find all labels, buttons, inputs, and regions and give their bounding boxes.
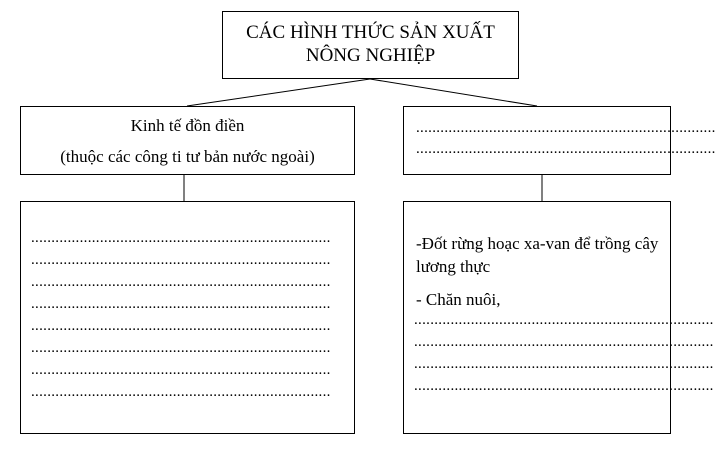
right-category-box bbox=[403, 106, 716, 175]
left-category-box bbox=[20, 106, 355, 175]
left-category-subheading: (thuộc các công ti tư bản nước ngoài) bbox=[60, 147, 315, 166]
connector-title-to-right bbox=[370, 79, 537, 106]
left-blank-line-4[interactable]: .......................................................................... bbox=[31, 296, 331, 312]
right-item-livestock: - Chăn nuôi, bbox=[416, 290, 501, 309]
right-item-burn-forest: -Đốt rừng hoạc xa-van để trồng cây lương thực bbox=[416, 234, 659, 276]
left-blank-line-5[interactable]: .......................................................................... bbox=[31, 318, 331, 334]
title-box bbox=[222, 11, 519, 79]
right-blank-line-4[interactable]: .......................................................................... bbox=[414, 378, 714, 394]
right-heading-blank-2[interactable]: .......................................................................... bbox=[416, 141, 716, 157]
right-blank-line-3[interactable]: .......................................................................... bbox=[414, 356, 714, 372]
left-blank-line-6[interactable]: .......................................................................... bbox=[31, 340, 331, 356]
right-blank-line-1[interactable]: .......................................................................... bbox=[414, 312, 714, 328]
connector-title-to-left bbox=[187, 79, 370, 106]
left-blank-line-2[interactable]: .......................................................................... bbox=[31, 252, 331, 268]
left-detail-box bbox=[20, 201, 355, 434]
left-blank-line-1[interactable]: .......................................................................... bbox=[31, 230, 331, 246]
left-blank-line-8[interactable]: .......................................................................... bbox=[31, 384, 331, 400]
title-line-1: CÁC HÌNH THỨC SẢN XUẤT bbox=[246, 22, 495, 43]
right-blank-line-2[interactable]: .......................................................................... bbox=[414, 334, 714, 350]
right-heading-blank-1[interactable]: .......................................................................... bbox=[416, 120, 716, 136]
right-detail-box bbox=[403, 201, 714, 434]
left-blank-line-7[interactable]: .......................................................................... bbox=[31, 362, 331, 378]
left-category-heading: Kinh tế đồn điền bbox=[130, 116, 245, 135]
left-blank-line-3[interactable]: .......................................................................... bbox=[31, 274, 331, 290]
title-line-2: NÔNG NGHIỆP bbox=[305, 45, 436, 66]
